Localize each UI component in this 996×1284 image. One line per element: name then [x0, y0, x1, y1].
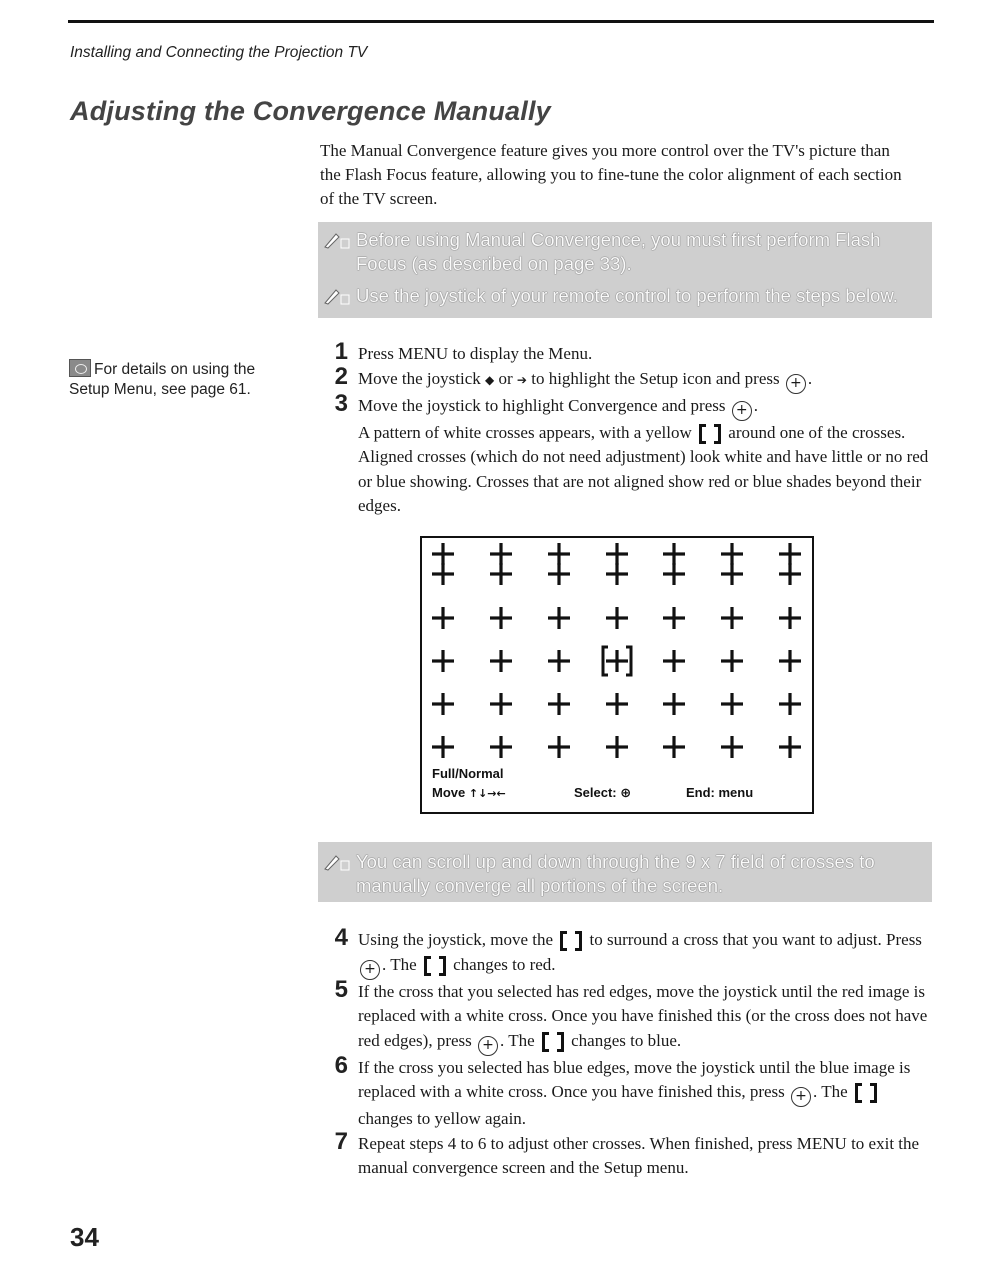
- step-text: . The: [500, 1030, 535, 1050]
- cross-mark: [548, 693, 570, 715]
- note-text: Use the joystick of your remote control to perform the steps below.: [356, 285, 898, 306]
- cross-mark: [606, 736, 628, 758]
- step-number: 5: [334, 975, 348, 1003]
- step-number: 2: [334, 362, 348, 390]
- top-rule: [68, 20, 934, 23]
- grid-select-label: [574, 785, 631, 801]
- cross-mark: [721, 543, 743, 565]
- step-1: [320, 338, 934, 367]
- bracket-cursor-icon: [560, 931, 582, 947]
- step-text: to surround a cross that you want to adjust. Press: [589, 930, 922, 949]
- cross-mark: [548, 736, 570, 758]
- step-text: A pattern of white crosses appears, with a yellow: [358, 422, 692, 442]
- step-number: 6: [334, 1051, 348, 1079]
- step-6: [320, 1051, 934, 1132]
- cross-mark: [548, 650, 570, 672]
- cross-mark: [779, 563, 801, 585]
- note-text: You can scroll up and down through the 9 x 7 field of crosses to manually converge all portions of the screen.: [356, 851, 875, 896]
- cross-mark: [490, 543, 512, 565]
- grid-move-label: [432, 785, 506, 800]
- enter-icon: +: [786, 374, 806, 394]
- step-5: [320, 975, 934, 1056]
- step-text: Move the joystick: [358, 368, 481, 388]
- bracket-cursor-icon: [855, 1083, 877, 1099]
- step-number: 7: [334, 1127, 348, 1155]
- bracket-cursor-icon: [424, 956, 446, 972]
- cross-mark: [721, 563, 743, 585]
- pencil-note-icon: [322, 230, 350, 250]
- steps-1-3: [320, 338, 934, 519]
- cross-mark: [548, 543, 570, 565]
- note-box-top: [318, 222, 932, 318]
- cross-mark: [663, 563, 685, 585]
- step-text: . The: [382, 954, 417, 974]
- bracket-cursor-icon: [699, 424, 721, 440]
- side-tip: [69, 359, 289, 400]
- step-text: changes to yellow again.: [358, 1109, 527, 1128]
- grid-end-label: End: menu: [686, 785, 754, 800]
- running-head: Installing and Connecting the Projection TV: [70, 44, 368, 61]
- step-text: to highlight the Setup icon and press: [531, 368, 780, 388]
- cross-mark: [432, 736, 454, 758]
- step-2: [320, 362, 934, 394]
- cross-mark: [432, 693, 454, 715]
- enter-icon: +: [791, 1087, 811, 1107]
- step-7: [320, 1127, 934, 1181]
- setup-icon: [69, 359, 91, 377]
- pencil-note-icon: [322, 852, 350, 872]
- cross-mark: [548, 563, 570, 585]
- right-arrow-icon: ➔: [516, 372, 527, 387]
- move-text: Move: [432, 785, 466, 800]
- step-text: changes to blue.: [571, 1030, 682, 1050]
- step-3: [320, 389, 934, 421]
- select-icon: ⊕: [620, 786, 632, 801]
- cross-mark: [779, 693, 801, 715]
- enter-icon: +: [478, 1036, 498, 1056]
- step-4: [320, 924, 934, 980]
- intro-paragraph: The Manual Convergence feature gives you more control over the TV's picture than the Flash Focus feature, allowing you to fine-tune the color alignment of each section of the TV screen.: [320, 141, 902, 208]
- cross-mark: [721, 607, 743, 629]
- cross-mark: [432, 650, 454, 672]
- step-text: .: [807, 368, 813, 388]
- step-text: Repeat steps 4 to 6 to adjust other crosses. When finished, press MENU to exit the manual convergence screen and the Setup menu.: [358, 1133, 920, 1177]
- note-box-bottom: [318, 842, 932, 902]
- move-arrows-icon: ↑↓→←: [468, 787, 506, 800]
- left-arrow-icon: ◆: [485, 372, 495, 387]
- cross-mark: [779, 736, 801, 758]
- cross-mark: [432, 563, 454, 585]
- cross-mark: [603, 647, 631, 675]
- note-text: Before using Manual Convergence, you must first perform Flash Focus (as described on page 33).: [356, 229, 881, 274]
- cross-mark: [606, 543, 628, 565]
- step-text: changes to red.: [453, 954, 556, 974]
- cross-mark: [548, 607, 570, 629]
- step-text: . The: [813, 1082, 848, 1101]
- select-text: Select:: [574, 785, 617, 800]
- step-text: .: [753, 395, 758, 415]
- cross-mark: [721, 736, 743, 758]
- cross-grid: [422, 538, 812, 766]
- page-number: 34: [70, 1222, 99, 1252]
- convergence-screen: [420, 536, 814, 814]
- note-item: [318, 228, 932, 276]
- cross-mark: [663, 607, 685, 629]
- step-number: 4: [334, 924, 348, 951]
- step-text: around one of the crosses. Aligned crosses (which do not need adjustment) look white and have little or no red or blue showing. Crosses that are not aligned show red or blue shades beyond their edges.: [358, 422, 929, 515]
- step-text: Move the joystick to highlight Convergence and press: [358, 395, 726, 415]
- enter-icon: +: [360, 960, 380, 980]
- cross-mark: [432, 607, 454, 629]
- cross-mark: [606, 607, 628, 629]
- step-text: If the cross that you selected has red edges, move the joystick until the red image is replaced with a white cross. Once you have finished this (or the cross does not have red edges), press: [358, 981, 928, 1050]
- cross-mark: [490, 650, 512, 672]
- bracket-cursor-icon: [542, 1032, 564, 1048]
- grid-mode-label: Full/Normal: [432, 766, 504, 781]
- enter-icon: +: [732, 401, 752, 421]
- step-number: 3: [334, 389, 348, 417]
- page-title: Adjusting the Convergence Manually: [70, 96, 551, 126]
- cross-mark: [490, 607, 512, 629]
- step-text: If the cross you selected has blue edges, move the joystick until the blue image is replaced with a white cross. Once you have finished this, press: [358, 1057, 911, 1101]
- step-3-description: [320, 421, 934, 519]
- cross-mark: [663, 736, 685, 758]
- cross-mark: [721, 693, 743, 715]
- step-number: 1: [334, 338, 348, 365]
- pencil-note-icon: [322, 286, 350, 306]
- cross-mark: [663, 693, 685, 715]
- cross-mark: [779, 607, 801, 629]
- cross-mark: [721, 650, 743, 672]
- cross-mark: [490, 563, 512, 585]
- cross-mark: [663, 650, 685, 672]
- note-item: [318, 850, 932, 898]
- cross-mark: [663, 543, 685, 565]
- cross-mark: [606, 563, 628, 585]
- cross-mark: [779, 543, 801, 565]
- cross-mark: [779, 650, 801, 672]
- cross-mark: [490, 693, 512, 715]
- cross-mark: [606, 693, 628, 715]
- step-text: or: [498, 368, 513, 388]
- cross-mark: [432, 543, 454, 565]
- step-text: Press MENU to display the Menu.: [358, 344, 593, 363]
- steps-4-7: [320, 924, 934, 1181]
- cross-mark: [490, 736, 512, 758]
- note-item: [318, 284, 932, 308]
- step-text: Using the joystick, move the: [358, 930, 554, 949]
- side-tip-text: For details on using the Setup Menu, see page 61.: [69, 361, 256, 398]
